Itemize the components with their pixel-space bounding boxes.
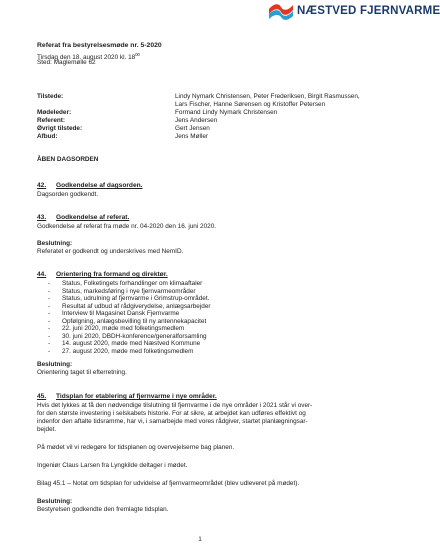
section-42-body: Dagsorden godkendt. (37, 191, 99, 198)
list-item: - Resultat af udbud af rådgiverydelse, anlægsarbejder (48, 302, 211, 310)
section-number: 42. (37, 182, 47, 189)
section-number: 44. (37, 271, 47, 278)
open-agenda-heading: ÅBEN DAGSORDEN (37, 156, 99, 163)
attendees-line-2: Lars Fischer, Hanne Sørensen og Kristoffer Petersen (175, 101, 326, 108)
section-42-heading (37, 182, 142, 190)
section-title: Godkendelse af dagsorden. (56, 182, 143, 189)
section-title: Godkendelse af referat. (56, 214, 130, 221)
list-item: - Opfølgning, anlægsbevilling til ny antennekapacitet (48, 317, 207, 325)
list-item: - 30. juni 2020, DBDH-konference/generalforsamling (48, 332, 207, 340)
list-item: - Status, udrulning af fjernvarme i Grimstrup-området. (48, 295, 210, 302)
meeting-date: Tirsdag den 18. august 2020 kl. $18^{00}$ (37, 52, 140, 61)
page-number: 1 (198, 536, 202, 543)
logo-wave-icon (268, 2, 294, 20)
section-number: 43. (37, 214, 47, 221)
section-45-paragraph-2: På mødet vil vi redegøre for tidsplanen og overvejelserne bag planen. (37, 444, 235, 451)
meeting-place: Sted: Maglemølle 62 (37, 59, 96, 66)
section-44-decision: Orientering taget til efterretning. (37, 369, 127, 376)
section-45-decision: Bestyrelsen godkendte den fremlagte tidsplan. (37, 506, 169, 513)
section-45-attachment: Bilag 45.1 – Notat om tidsplan for udvidelse af fjernvarmeområdet (blev udleveret på mødet). (37, 480, 300, 487)
section-number: 45. (37, 393, 47, 400)
section-45-paragraph-3: Ingeniør Claus Larsen fra Lyngkilde deltager i mødet. (37, 462, 188, 469)
list-item: - 14. august 2020, møde med Næstved Kommune (48, 340, 201, 347)
logo-text: NÆSTVED FJERNVARME (297, 5, 440, 17)
section-title: Orientering fra formand og direktør. (56, 271, 168, 278)
absent-label: Afbud: (37, 133, 58, 140)
section-43-decision-label: Beslutning: (37, 240, 73, 247)
section-44-bullet-list (48, 280, 211, 355)
section-43-decision: Referatet er godkendt og underskrives med NemID. (37, 248, 184, 255)
others-present-label: Øvrigt tilstede: (37, 125, 83, 132)
section-45-heading (37, 393, 217, 401)
minute-taker-label: Referent: (37, 117, 66, 124)
chair-label: Mødeleder: (37, 109, 72, 116)
section-45-paragraph-1: Hvis det lykkes at få den nødvendige tilslutning til fjernvarme i de nye områder i 2021 står vi over- for den største investering i selskabets historie. For at sikre, at arbejdet kan udføres effektivt og indenfor den aftalte tidsramme, har vi, i samarbejde med vores rådgiver, startet planlægningsar- bejdet. (37, 402, 313, 433)
attendees-label: Tilstede: (37, 93, 64, 100)
company-logo (268, 2, 440, 20)
section-43-body: Godkendelse af referat fra møde nr. 04-2020 den 16. juni 2020. (37, 223, 217, 230)
minute-taker-value: Jens Andersen (175, 117, 218, 124)
section-44-decision-label: Beslutning: (37, 361, 73, 368)
list-item: - Status, Folketingets forhandlinger om klimaaftaler (48, 280, 203, 287)
section-title: Tidsplan for etablering af fjernvarme i nye områder. (56, 393, 217, 400)
list-item: - Interview til Magasinet Dansk Fjernvarme (48, 310, 180, 317)
section-44-heading (37, 271, 168, 279)
list-item: - Status, markedsføring i nye fjernvarmeområder (48, 287, 196, 295)
chair-value: Formand Lindy Nymark Christensen (175, 109, 278, 116)
list-item: - 22. juni 2020, møde med folketingsmedlem (48, 325, 185, 332)
document-title: Referat fra bestyrelsesmøde nr. 5-2020 (37, 42, 162, 49)
section-45-decision-label: Beslutning: (37, 498, 73, 505)
section-43-heading (37, 214, 129, 222)
attendees-line-1: Lindy Nymark Christensen, Peter Frederiksen, Birgit Rasmussen, (175, 93, 360, 100)
list-item: - 27. august 2020, møde med folketingsmedlem (48, 347, 194, 355)
others-present-value: Gert Jensen (175, 125, 210, 132)
absent-value: Jens Møller (175, 133, 209, 140)
